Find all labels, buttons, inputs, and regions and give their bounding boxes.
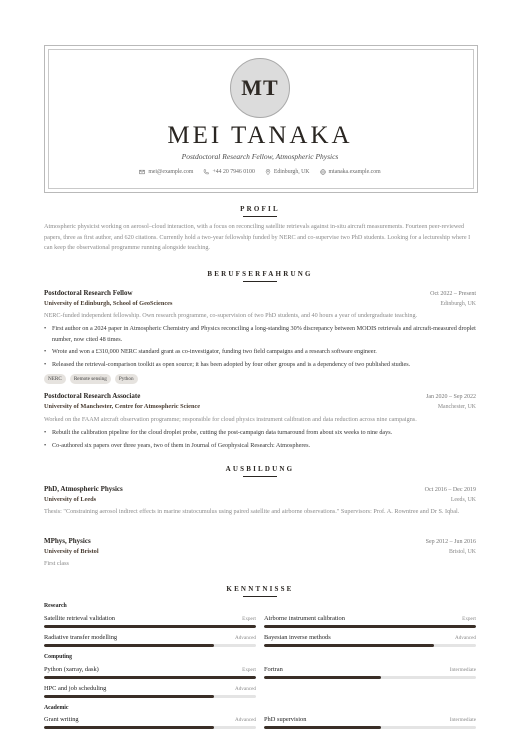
section-heading-experience: BERUFSERFAHRUNG: [207, 270, 313, 278]
skill-item: [44, 666, 256, 679]
skill-name: Radiative transfer modelling: [44, 634, 118, 641]
list-item: • Wrote and won a £310,000 NERC standard grant as co-investigator, funding two field campaigns and a research software engineer.: [44, 347, 476, 358]
education-header: [44, 537, 476, 545]
skill-item: [44, 685, 256, 698]
person-name: MEI TANAKA: [167, 122, 353, 149]
skill-level: Advanced: [234, 717, 256, 723]
education-dates: Oct 2016 – Dec 2019: [424, 487, 476, 493]
skill-bar: [44, 726, 256, 729]
contact-phone-text: +44 20 7946 0100: [212, 169, 255, 175]
education-dates: Sep 2012 – Jun 2016: [425, 539, 476, 545]
section-rule: [243, 216, 277, 217]
skill-name: Grant writing: [44, 716, 79, 723]
contact-bar: [44, 169, 476, 175]
avatar-initials: MT: [241, 75, 279, 100]
section-heading-skills: KENNTNISSE: [226, 585, 294, 593]
skill-bar-fill: [264, 676, 381, 679]
mail-icon: [139, 169, 145, 175]
skill-item: [264, 634, 476, 647]
avatar: [230, 58, 290, 118]
education-school-row: [44, 496, 476, 503]
tag-list: [44, 374, 138, 384]
degree: PhD, Atmospheric Physics: [44, 485, 123, 493]
phone-icon: [203, 169, 209, 175]
skill-bar: [44, 695, 256, 698]
education-header: [44, 485, 476, 493]
tag: NERC: [44, 374, 66, 384]
list-item: • Co-authored six papers over three years, two of them in Journal of Geophysical Research: Atmospheres.: [44, 441, 476, 452]
education-school-row: [44, 548, 476, 555]
job-header: [44, 392, 476, 400]
skill-group-title: Research: [44, 603, 67, 609]
skill-group-title: Academic: [44, 705, 69, 711]
job-organization: University of Manchester, Centre for Atmospheric Science: [44, 403, 201, 410]
job-org-row: [44, 300, 476, 307]
skill-bar-fill: [264, 644, 434, 647]
skill-name: Satellite retrieval validation: [44, 615, 115, 622]
skill-bar-fill: [44, 676, 256, 679]
contact-email-text: mei@example.com: [148, 169, 194, 175]
school: University of Bristol: [44, 548, 99, 555]
job-dates: Oct 2022 – Present: [430, 291, 476, 297]
job-summary: Worked on the FAAM aircraft observation programme; responsible for cloud physics instrument calibration and data reduction across nine campaigns.: [44, 416, 417, 423]
section-heading-education: AUSBILDUNG: [225, 465, 295, 473]
job-org-row: [44, 403, 476, 410]
contact-location: [265, 169, 310, 175]
education-location: Bristol, UK: [448, 549, 476, 555]
list-item: • Released the retrieval-comparison toolkit as open source; it has been adopted by four other groups and is a dependency of two published studies.: [44, 360, 476, 371]
skill-bar-fill: [44, 625, 256, 628]
skill-name: Bayesian inverse methods: [264, 634, 331, 641]
contact-email[interactable]: [139, 169, 193, 175]
skill-name: Airborne instrument calibration: [264, 615, 345, 622]
skill-level: Expert: [462, 616, 476, 622]
contact-phone[interactable]: [203, 169, 254, 175]
skill-bar: [44, 625, 256, 628]
skill-bar: [44, 644, 256, 647]
contact-location-text: Edinburgh, UK: [273, 169, 310, 175]
education-note: First class: [44, 560, 69, 567]
job-location: Manchester, UK: [437, 404, 476, 410]
list-item: • First author on a 2024 paper in Atmospheric Chemistry and Physics reconciling a long-standing 30% discrepancy between MODIS retrievals and aircraft-measured droplet number, now cited 48 times.: [44, 324, 476, 345]
globe-icon: [320, 169, 326, 175]
profile-summary: Atmospheric physicist working on aerosol–cloud interaction, with a focus on reconciling satellite retrievals against in-situ aircraft measurements. Fourteen peer-reviewed papers, three as first author, and 620 citations. Currently hold a two-year fellowship funded by NERC and co-supervise two PhD students. Looking for a lectureship where I can keep the observational programme running alongside teaching.: [44, 223, 471, 251]
skill-bar: [264, 625, 476, 628]
skill-item: [44, 615, 256, 628]
job-location: Edinburgh, UK: [440, 301, 476, 307]
skill-group-title: Computing: [44, 654, 73, 660]
skill-bar: [44, 676, 256, 679]
skill-item: [264, 615, 476, 628]
tag: Python: [115, 374, 138, 384]
section-rule: [243, 596, 277, 597]
degree: MPhys, Physics: [44, 537, 91, 545]
section-rule: [243, 281, 277, 282]
skill-bar-fill: [264, 625, 476, 628]
skill-bar-fill: [264, 726, 381, 729]
skill-bar: [264, 726, 476, 729]
skill-item: [44, 716, 256, 729]
job-bullets: [44, 428, 476, 453]
skill-name: HPC and job scheduling: [44, 685, 107, 692]
education-note: Thesis: "Constraining aerosol indirect effects in marine stratocumulus using paired satellite and airborne observations." Supervisors: Prof. A. Rowntree and Dr S. Iqbal.: [44, 508, 460, 515]
job-organization: University of Edinburgh, School of GeoSciences: [44, 300, 173, 307]
skill-level: Intermediate: [449, 667, 476, 673]
location-pin-icon: [265, 169, 271, 175]
job-bullets: [44, 324, 476, 372]
skill-name: Fortran: [264, 666, 283, 673]
section-heading-profile: PROFIL: [240, 205, 280, 213]
skill-bar-fill: [44, 695, 214, 698]
skill-level: Advanced: [234, 686, 256, 692]
skill-bar-fill: [44, 644, 214, 647]
skill-level: Expert: [242, 616, 256, 622]
job-header: [44, 289, 476, 297]
contact-website[interactable]: [320, 169, 381, 175]
skill-level: Intermediate: [449, 717, 476, 723]
skill-bar: [264, 644, 476, 647]
job-title: Postdoctoral Research Associate: [44, 392, 141, 400]
person-title: Postdoctoral Research Fellow, Atmospheric Physics: [181, 152, 339, 161]
skill-level: Expert: [242, 667, 256, 673]
skill-name: Python (xarray, dask): [44, 666, 99, 673]
education-location: Leeds, UK: [450, 497, 476, 503]
tag: Remote sensing: [70, 374, 111, 384]
skill-name: PhD supervision: [264, 716, 307, 723]
contact-website-text: mtanaka.example.com: [328, 169, 381, 175]
list-item: • Rebuilt the calibration pipeline for the cloud droplet probe, cutting the post-campaign data turnaround from about six weeks to nine days.: [44, 428, 476, 439]
job-title: Postdoctoral Research Fellow: [44, 289, 133, 297]
skill-bar: [264, 676, 476, 679]
school: University of Leeds: [44, 496, 97, 503]
skill-item: [44, 634, 256, 647]
section-rule: [243, 476, 277, 477]
skill-item: [264, 666, 476, 679]
skill-bar-fill: [44, 726, 214, 729]
skill-item: [264, 716, 476, 729]
skill-level: Advanced: [454, 635, 476, 641]
skill-level: Advanced: [234, 635, 256, 641]
job-summary: NERC-funded independent fellowship. Own research programme, co-supervision of two PhD students, and 40 hours a year of undergraduate teaching.: [44, 312, 418, 319]
job-dates: Jan 2020 – Sep 2022: [426, 394, 476, 400]
